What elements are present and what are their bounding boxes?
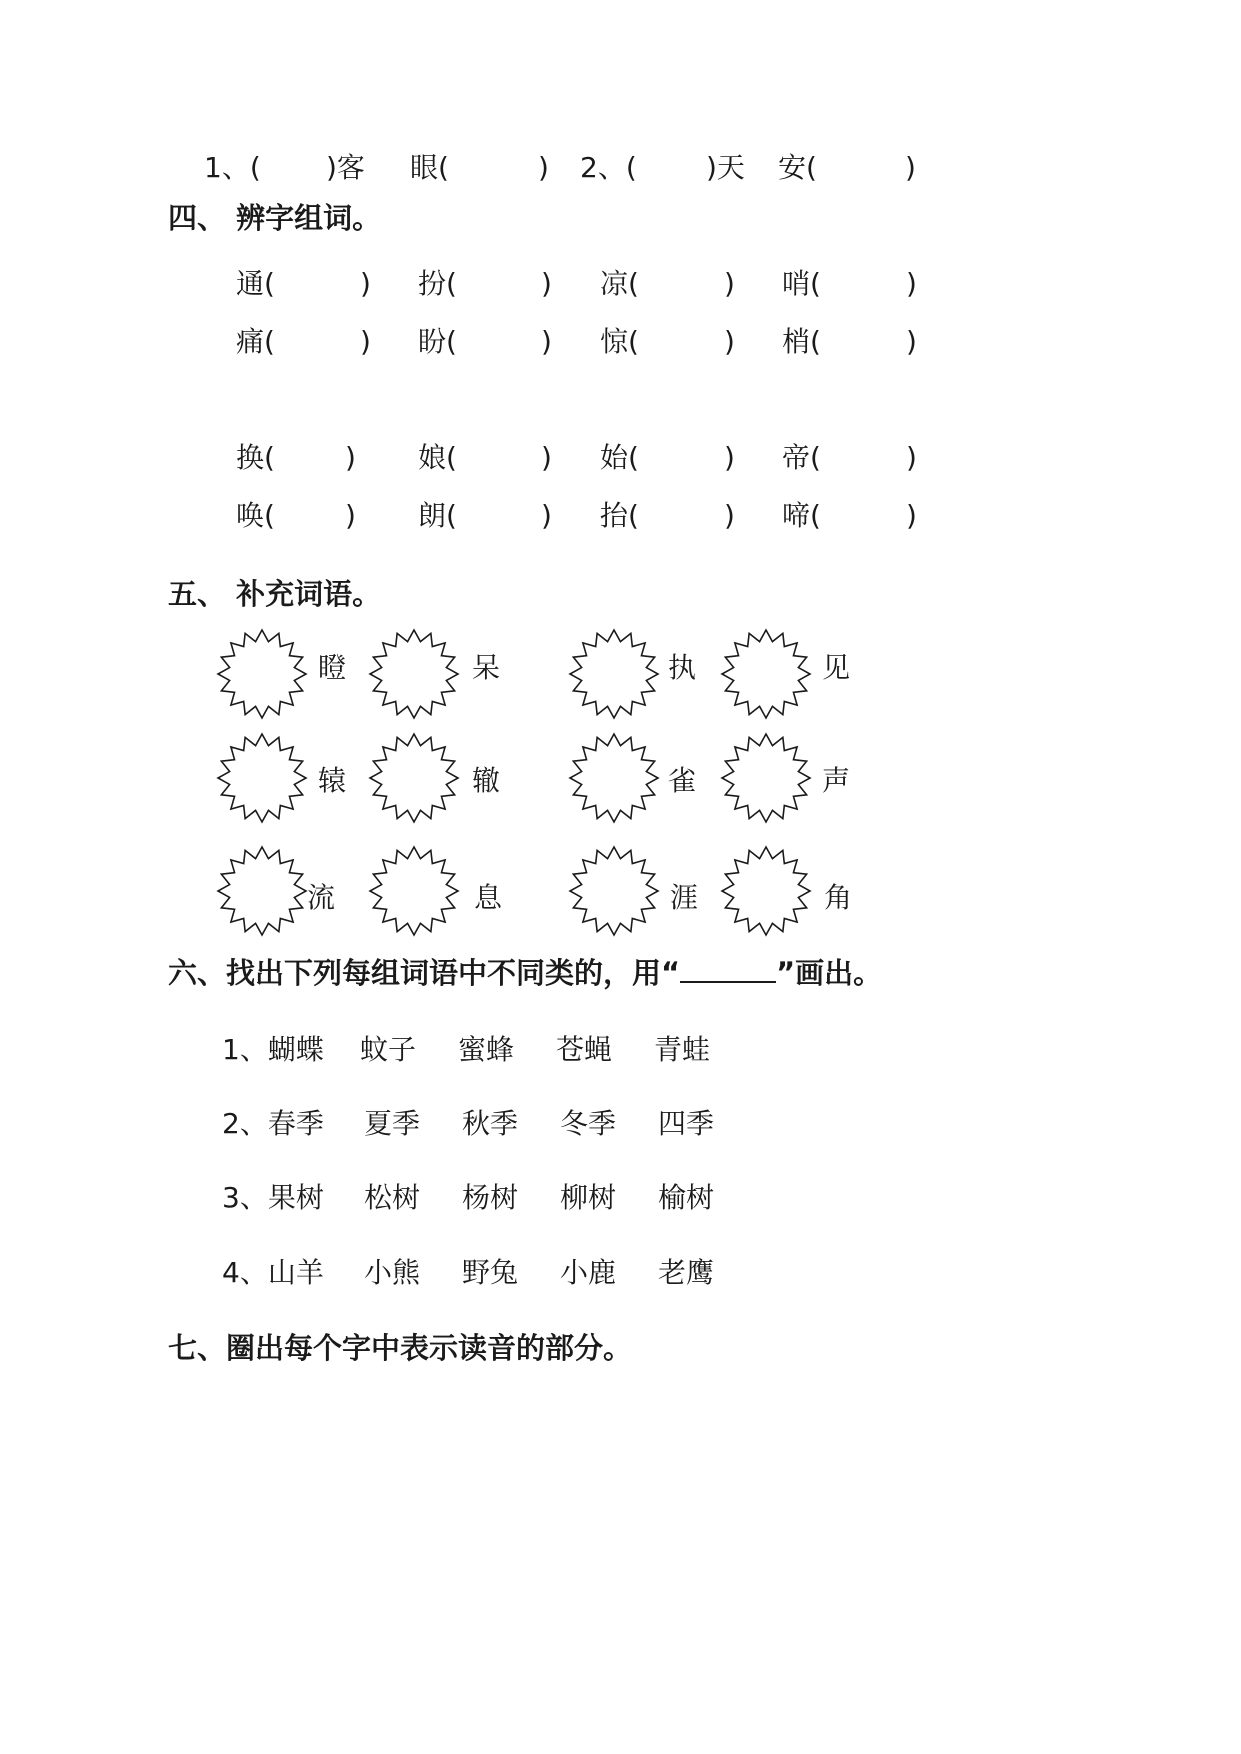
starburst-blank [718,730,814,826]
line1-item1-word: 眼( [410,151,449,184]
section4-cell: 凉( [600,267,639,300]
section5-char: 辕 [318,764,347,797]
group-word: 秋季 [462,1107,519,1140]
section4-cell: 通( [236,267,275,300]
section5-char: 息 [474,881,503,914]
starburst-blank [366,730,462,826]
group-word: 4、山羊 [222,1256,324,1289]
section4-cell-close: ) [360,267,371,300]
section4-cell-close: ) [724,499,735,532]
section6-title-end: ”画出。 [776,956,883,990]
starburst-blank [718,843,814,939]
starburst-blank [566,626,662,722]
section5-char: 声 [822,764,851,797]
section4-cell: 啼( [782,499,821,532]
group-word: 小熊 [364,1256,421,1289]
line1-item1-char: )客 [326,151,365,184]
group-word: 蜜蜂 [458,1033,515,1066]
section4-cell: 朗( [418,499,457,532]
section4-cell: 痛( [236,325,275,358]
group-word: 四季 [658,1107,715,1140]
section4-cell-close: ) [345,499,356,532]
section4-cell: 娘( [418,441,457,474]
section4-cell-close: ) [541,441,552,474]
section4-cell: 帝( [782,441,821,474]
line1-item2-word: 安( [778,151,817,184]
group-word: 青蛙 [654,1033,711,1066]
line1-item2-char: )天 [706,151,745,184]
section5-title: 五、 补充词语。 [168,577,382,611]
section4-cell: 惊( [600,325,639,358]
section4-cell-close: ) [345,441,356,474]
section4-cell-close: ) [724,441,735,474]
group-word: 冬季 [560,1107,617,1140]
group-word: 夏季 [364,1107,421,1140]
section5-char: 瞪 [318,651,347,684]
line1-item2-number: 2、( [580,151,637,184]
section4-title: 四、 辨字组词。 [168,201,382,235]
starburst-blank [566,843,662,939]
starburst-blank [566,730,662,826]
starburst-blank [214,626,310,722]
section5-char: 雀 [668,764,697,797]
group-word: 榆树 [658,1181,715,1214]
section4-cell: 唤( [236,499,275,532]
group-word: 2、春季 [222,1107,324,1140]
section4-cell: 换( [236,441,275,474]
group-word: 野兔 [462,1256,519,1289]
section4-cell: 抬( [600,499,639,532]
section6-title [168,955,882,991]
starburst-blank [366,843,462,939]
section4-cell-close: ) [906,499,917,532]
section4-cell-close: ) [906,441,917,474]
section5-char: 流 [307,881,336,914]
section4-cell-close: ) [360,325,371,358]
group-word: 小鹿 [560,1256,617,1289]
group-word: 蚊子 [360,1033,417,1066]
line1-item1-close: ) [538,151,549,184]
group-word: 松树 [364,1181,421,1214]
section4-cell: 始( [600,441,639,474]
section5-char: 见 [822,651,851,684]
starburst-blank [718,626,814,722]
group-word: 1、蝴蝶 [222,1033,324,1066]
group-word: 老鹰 [658,1256,715,1289]
section4-cell-close: ) [906,267,917,300]
section4-cell-close: ) [541,325,552,358]
section4-cell-close: ) [724,267,735,300]
section4-cell-close: ) [541,267,552,300]
section4-cell: 哨( [782,267,821,300]
section7-title: 七、圈出每个字中表示读音的部分。 [168,1331,633,1365]
underline-sample [680,955,776,983]
group-word: 3、果树 [222,1181,324,1214]
section4-cell: 扮( [418,267,457,300]
section5-char: 角 [824,881,853,914]
section5-char: 辙 [472,764,501,797]
section5-char: 呆 [472,651,501,684]
group-word: 柳树 [560,1181,617,1214]
group-word: 苍蝇 [556,1033,613,1066]
section4-cell-close: ) [724,325,735,358]
section5-char: 涯 [670,881,699,914]
line1-item2-close: ) [905,151,916,184]
section6-title-text: 六、找出下列每组词语中不同类的，用“ [168,956,681,990]
section4-cell-close: ) [906,325,917,358]
section4-cell-close: ) [541,499,552,532]
starburst-blank [214,730,310,826]
section5-char: 执 [668,651,697,684]
section4-cell: 梢( [782,325,821,358]
starburst-blank [366,626,462,722]
section4-cell: 盼( [418,325,457,358]
line1-item1-number: 1、( [204,151,261,184]
starburst-blank [214,843,310,939]
group-word: 杨树 [462,1181,519,1214]
